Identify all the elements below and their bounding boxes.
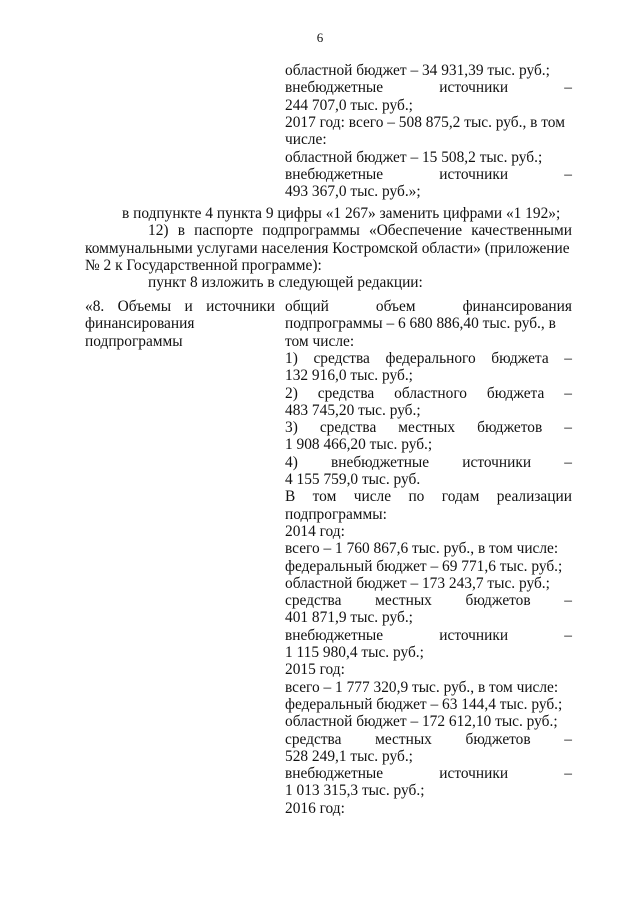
text-line: 244 707,0 тыс. руб.; (285, 96, 413, 114)
table-value-line: подпрограммы – 6 680 886,40 тыс. руб., в (285, 315, 556, 333)
word: 12) (148, 222, 169, 240)
table-value-line (285, 488, 572, 505)
paragraph-line (148, 222, 572, 239)
word: – (564, 419, 572, 437)
word: бюджетов (465, 730, 531, 748)
table-value-line (285, 298, 572, 315)
table-value-line: 528 249,1 тыс. руб.; (285, 747, 413, 765)
word: 4) (285, 453, 298, 471)
table-label-line: подпрограммы (85, 332, 183, 350)
word: «8. (85, 298, 105, 315)
word: 2) (285, 384, 298, 402)
text-line: областной бюджет – 15 508,2 тыс. руб.; (285, 148, 543, 166)
paragraph-line: пункт 8 изложить в следующей редакции: (148, 274, 423, 292)
table-value-line: том числе: (285, 332, 355, 350)
table-value-line: областной бюджет – 172 612,10 тыс. руб.; (285, 713, 558, 731)
word: источники (439, 79, 509, 97)
table-value-line: всего – 1 760 867,6 тыс. руб., в том числе: (285, 540, 559, 558)
paragraph-line: № 2 к Государственной программе): (85, 256, 322, 274)
table-value-line (285, 454, 572, 471)
word: – (564, 384, 572, 402)
word: областного (394, 384, 467, 402)
word: – (564, 349, 572, 367)
word: средства (285, 592, 342, 610)
word: подпрограммы (262, 222, 360, 240)
word: источники (439, 626, 509, 644)
text-line: 493 367,0 тыс. руб.»; (285, 183, 421, 201)
table-value-line (285, 419, 572, 436)
word: – (564, 592, 572, 610)
table-value-line: областной бюджет – 173 243,7 тыс. руб.; (285, 574, 550, 592)
word: средства (285, 730, 342, 748)
word: – (564, 626, 572, 644)
word: в (177, 222, 185, 240)
word: источники (462, 453, 532, 471)
table-value-line: 2016 год: (285, 799, 345, 817)
word: общий (285, 298, 329, 315)
word: местных (375, 592, 432, 610)
table-value-line: 1 115 980,4 тыс. руб.; (285, 644, 424, 661)
word: внебюджетные (285, 626, 384, 644)
word: средства (313, 349, 370, 367)
word: федерального (385, 349, 476, 367)
word: источники (206, 298, 275, 315)
text-line (285, 166, 572, 183)
word: внебюджетные (285, 165, 384, 183)
table-label-line: финансирования (85, 315, 195, 333)
table-value-line (285, 765, 572, 782)
table-value-line (285, 350, 572, 367)
word: реализации (496, 488, 572, 506)
word: паспорте (194, 222, 254, 240)
table-value-line (285, 731, 572, 748)
word: и (184, 298, 193, 315)
word: том (312, 488, 337, 506)
word: В (285, 488, 296, 506)
word: качественными (471, 222, 572, 240)
text-line (285, 79, 572, 96)
table-label-line (85, 298, 275, 315)
paragraph-line: коммунальными услугами населения Костромской области» (приложение (85, 239, 570, 257)
word: бюджетов (477, 419, 543, 437)
word: средства (319, 419, 377, 437)
table-value-line: федеральный бюджет – 63 144,4 тыс. руб.; (285, 695, 563, 713)
word: бюджета (491, 349, 549, 367)
word: – (564, 165, 572, 183)
table-value-line: 2014 год: (285, 522, 345, 540)
word: источники (439, 165, 509, 183)
word: финансирования (462, 298, 572, 315)
word: бюджетов (465, 592, 531, 610)
word: – (564, 730, 572, 748)
word: средства (317, 384, 375, 402)
word: 3) (285, 419, 298, 437)
text-line: областной бюджет – 34 931,39 тыс. руб.; (285, 62, 550, 79)
table-value-line: 2015 год: (285, 661, 345, 679)
word: «Обеспечение (369, 222, 463, 240)
table-value-line: 1 908 466,20 тыс. руб.; (285, 436, 433, 454)
text-line: числе: (285, 131, 327, 149)
word: – (564, 453, 572, 471)
word: по (408, 488, 425, 506)
word: местных (398, 419, 456, 437)
word: внебюджетные (285, 79, 384, 97)
table-value-line: 401 871,9 тыс. руб.; (285, 609, 413, 627)
table-value-line (285, 627, 572, 644)
word: внебюджетные (285, 765, 384, 783)
table-value-line: 4 155 759,0 тыс. руб. (285, 471, 421, 488)
word: 1) (285, 349, 298, 367)
paragraph-line: в подпункте 4 пункта 9 цифры «1 267» заменить цифрами «1 192»; (122, 205, 561, 222)
table-value-line: 1 013 315,3 тыс. руб.; (285, 782, 425, 800)
word: местных (375, 730, 432, 748)
table-value-line: федеральный бюджет – 69 771,6 тыс. руб.; (285, 557, 563, 575)
word: – (564, 765, 572, 783)
word: Объемы (117, 298, 172, 315)
table-value-line: всего – 1 777 320,9 тыс. руб., в том числе: (285, 678, 559, 696)
word: – (564, 79, 572, 97)
word: внебюджетные (331, 453, 430, 471)
table-value-line: подпрограммы: (285, 505, 387, 523)
table-value-line: 483 745,20 тыс. руб.; (285, 401, 421, 419)
word: годам (441, 488, 480, 506)
page-number: 6 (316, 30, 324, 45)
word: бюджета (486, 384, 545, 402)
table-value-line (285, 385, 572, 402)
text-line: 2017 год: всего – 508 875,2 тыс. руб., в том (285, 113, 565, 131)
table-value-line (285, 592, 572, 609)
table-value-line: 132 916,0 тыс. руб.; (285, 367, 413, 385)
word: источники (439, 765, 509, 783)
word: объем (375, 298, 416, 315)
word: числе (353, 488, 392, 506)
